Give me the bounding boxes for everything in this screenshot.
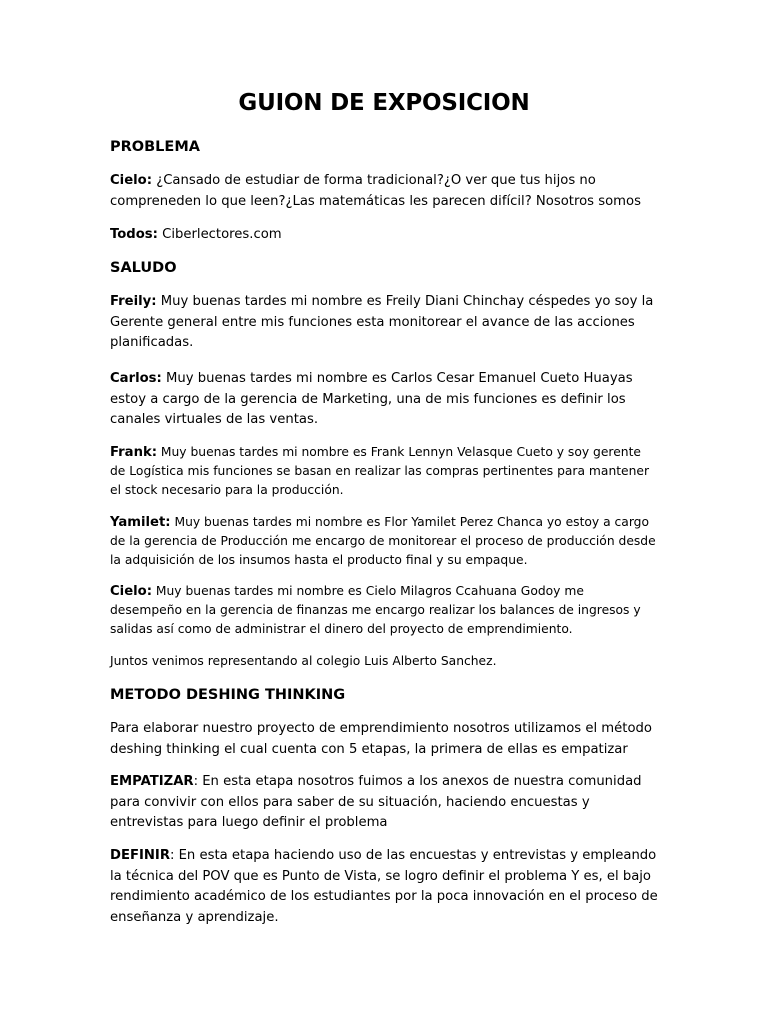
- paragraph-problema-cielo: [110, 171, 658, 212]
- paragraph-text: Muy buenas tardes mi nombre es Flor Yamilet Perez Chanca yo estoy a cargo de la gerencia de Producción me encargo de monitorear el proceso de producción desde la adquisición de los insumos hasta el producto final y su empaque.: [110, 515, 656, 567]
- paragraph-text: Muy buenas tardes mi nombre es Frank Lennyn Velasque Cueto y soy gerente de Logística mis funciones se basan en realizar las compras pertinentes para mantener el stock necesario para la producción.: [110, 445, 650, 497]
- speaker-name: Freily:: [110, 294, 157, 309]
- paragraph-text: ¿Cansado de estudiar de forma tradicional?¿O ver que tus hijos no compreneden lo que leen?¿Las matemáticas les parecen difícil? Nosotros somos: [110, 173, 641, 209]
- paragraph-text: : En esta etapa nosotros fuimos a los anexos de nuestra comunidad para convivir con ellos para saber de su situación, haciendo encuestas y entrevistas para luego definir el problema: [110, 774, 642, 830]
- paragraph-saludo-carlos: [110, 369, 658, 431]
- section-heading-problema: PROBLEMA: [110, 139, 200, 155]
- paragraph-saludo-frank: [110, 443, 658, 500]
- paragraph-text: Muy buenas tardes mi nombre es Cielo Milagros Ccahuana Godoy me desempeño en la gerencia de finanzas me encargo realizar los balances de ingresos y salidas así como de administrar el dinero del proyecto de emprendimiento.: [110, 584, 641, 636]
- paragraph-text: Ciberlectores.com: [157, 227, 282, 242]
- paragraph-text: Muy buenas tardes mi nombre es Freily Diani Chinchay céspedes yo soy la Gerente general entre mis funciones esta monitorear el avance de las acciones planificadas.: [110, 294, 654, 350]
- speaker-name: Todos:: [110, 227, 158, 242]
- paragraph-text: Muy buenas tardes mi nombre es Carlos Cesar Emanuel Cueto Huayas estoy a cargo de la gerencia de Marketing, una de mis funciones es definir los canales virtuales de las ventas.: [110, 371, 633, 427]
- document-title: GUION DE EXPOSICION: [238, 90, 530, 116]
- speaker-name: Yamilet:: [110, 515, 171, 530]
- speaker-name: Cielo:: [110, 584, 152, 599]
- section-heading-saludo: SALUDO: [110, 260, 177, 276]
- paragraph-text: : En esta etapa haciendo uso de las encuestas y entrevistas y empleando la técnica del POV que es Punto de Vista, se logro definir el problema Y es, el bajo rendimiento académico de los estudiantes por la poca innovación en el proceso de enseñanza y aprendizaje.: [110, 848, 658, 925]
- paragraph-saludo-cielo: [110, 582, 658, 639]
- paragraph-saludo-yamilet: [110, 513, 658, 570]
- speaker-name: Carlos:: [110, 371, 162, 386]
- paragraph-metodo-empatizar: [110, 772, 658, 834]
- stage-label: EMPATIZAR: [110, 774, 194, 789]
- paragraph-metodo-definir: [110, 846, 658, 928]
- paragraph-metodo-intro: Para elaborar nuestro proyecto de emprendimiento nosotros utilizamos el método deshing thinking el cual cuenta con 5 etapas, la primera de ellas es empatizar: [110, 721, 652, 757]
- speaker-name: Cielo:: [110, 173, 152, 188]
- paragraph-saludo-juntos: Juntos venimos representando al colegio Luis Alberto Sanchez.: [110, 654, 497, 668]
- speaker-name: Frank:: [110, 445, 157, 460]
- paragraph-problema-todos: [110, 225, 658, 246]
- paragraph-saludo-freily: [110, 292, 658, 354]
- stage-label: DEFINIR: [110, 848, 170, 863]
- section-heading-metodo: METODO DESHING THINKING: [110, 687, 346, 703]
